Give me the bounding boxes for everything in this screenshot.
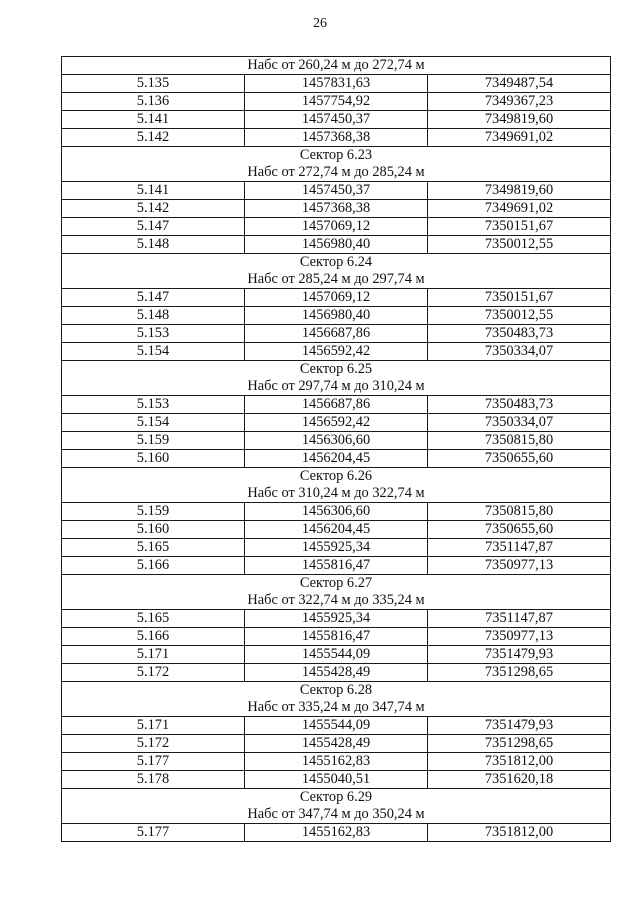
x-coordinate-cell: 1455544,09 [245, 717, 428, 735]
x-coordinate-cell: 1457069,12 [245, 218, 428, 236]
table-row [62, 325, 611, 343]
sector-title-row [62, 682, 611, 700]
sector-title: Сектор 6.25 [62, 361, 611, 379]
x-coordinate-cell: 1456306,60 [245, 432, 428, 450]
table-row [62, 628, 611, 646]
table-row [62, 111, 611, 129]
point-number-cell: 5.172 [62, 664, 245, 682]
table-row [62, 182, 611, 200]
table-row [62, 307, 611, 325]
x-coordinate-cell: 1456687,86 [245, 396, 428, 414]
y-coordinate-cell: 7351147,87 [428, 539, 611, 557]
x-coordinate-cell: 1455544,09 [245, 646, 428, 664]
point-number-cell: 5.166 [62, 557, 245, 575]
sector-title-row [62, 789, 611, 807]
elevation-range-row [62, 485, 611, 503]
x-coordinate-cell: 1455162,83 [245, 824, 428, 842]
elevation-range-row [62, 806, 611, 824]
sector-title: Сектор 6.27 [62, 575, 611, 593]
y-coordinate-cell: 7351620,18 [428, 771, 611, 789]
y-coordinate-cell: 7350655,60 [428, 521, 611, 539]
point-number-cell: 5.177 [62, 753, 245, 771]
y-coordinate-cell: 7350334,07 [428, 343, 611, 361]
y-coordinate-cell: 7351479,93 [428, 646, 611, 664]
table-row [62, 129, 611, 147]
table-row [62, 646, 611, 664]
point-number-cell: 5.154 [62, 343, 245, 361]
table-row [62, 610, 611, 628]
sector-title: Сектор 6.24 [62, 254, 611, 272]
page-number: 26 [313, 16, 327, 31]
point-number-cell: 5.165 [62, 539, 245, 557]
sector-title: Сектор 6.29 [62, 789, 611, 807]
y-coordinate-cell: 7350655,60 [428, 450, 611, 468]
y-coordinate-cell: 7350012,55 [428, 307, 611, 325]
table-row [62, 521, 611, 539]
table-row [62, 75, 611, 93]
point-number-cell: 5.160 [62, 450, 245, 468]
y-coordinate-cell: 7350334,07 [428, 414, 611, 432]
x-coordinate-cell: 1457368,38 [245, 200, 428, 218]
x-coordinate-cell: 1457368,38 [245, 129, 428, 147]
table-row [62, 343, 611, 361]
elevation-range-row [62, 164, 611, 182]
point-number-cell: 5.135 [62, 75, 245, 93]
table-row [62, 236, 611, 254]
table-row [62, 289, 611, 307]
y-coordinate-cell: 7349487,54 [428, 75, 611, 93]
table-row [62, 93, 611, 111]
elevation-range: Набс от 310,24 м до 322,74 м [62, 485, 611, 503]
table-row [62, 557, 611, 575]
table-row [62, 539, 611, 557]
point-number-cell: 5.159 [62, 432, 245, 450]
point-number-cell: 5.171 [62, 717, 245, 735]
point-number-cell: 5.159 [62, 503, 245, 521]
elevation-range: Набс от 347,74 м до 350,24 м [62, 806, 611, 824]
table-row [62, 432, 611, 450]
point-number-cell: 5.136 [62, 93, 245, 111]
point-number-cell: 5.160 [62, 521, 245, 539]
y-coordinate-cell: 7349691,02 [428, 129, 611, 147]
point-number-cell: 5.142 [62, 200, 245, 218]
x-coordinate-cell: 1456204,45 [245, 450, 428, 468]
x-coordinate-cell: 1457754,92 [245, 93, 428, 111]
y-coordinate-cell: 7350151,67 [428, 289, 611, 307]
elevation-range: Набс от 297,74 м до 310,24 м [62, 378, 611, 396]
table-row [62, 414, 611, 432]
x-coordinate-cell: 1456204,45 [245, 521, 428, 539]
table-row [62, 396, 611, 414]
sector-title-row [62, 147, 611, 165]
x-coordinate-cell: 1455162,83 [245, 753, 428, 771]
elevation-range: Набс от 285,24 м до 297,74 м [62, 271, 611, 289]
sector-title-row [62, 575, 611, 593]
sector-title-row [62, 468, 611, 486]
elevation-range-row [62, 57, 611, 75]
y-coordinate-cell: 7350151,67 [428, 218, 611, 236]
y-coordinate-cell: 7351147,87 [428, 610, 611, 628]
x-coordinate-cell: 1456687,86 [245, 325, 428, 343]
y-coordinate-cell: 7351812,00 [428, 824, 611, 842]
table-row [62, 200, 611, 218]
point-number-cell: 5.165 [62, 610, 245, 628]
y-coordinate-cell: 7349819,60 [428, 182, 611, 200]
sector-title: Сектор 6.26 [62, 468, 611, 486]
x-coordinate-cell: 1456980,40 [245, 236, 428, 254]
table-row [62, 218, 611, 236]
point-number-cell: 5.142 [62, 129, 245, 147]
coordinates-table-body [62, 57, 611, 842]
table-row [62, 824, 611, 842]
x-coordinate-cell: 1455925,34 [245, 610, 428, 628]
y-coordinate-cell: 7351479,93 [428, 717, 611, 735]
point-number-cell: 5.153 [62, 396, 245, 414]
elevation-range-row [62, 378, 611, 396]
x-coordinate-cell: 1456306,60 [245, 503, 428, 521]
table-row [62, 717, 611, 735]
x-coordinate-cell: 1455428,49 [245, 664, 428, 682]
x-coordinate-cell: 1456980,40 [245, 307, 428, 325]
table-row [62, 753, 611, 771]
y-coordinate-cell: 7350483,73 [428, 396, 611, 414]
x-coordinate-cell: 1455925,34 [245, 539, 428, 557]
table-row [62, 735, 611, 753]
table-row [62, 664, 611, 682]
elevation-range: Набс от 335,24 м до 347,74 м [62, 699, 611, 717]
elevation-range-row [62, 699, 611, 717]
y-coordinate-cell: 7350977,13 [428, 557, 611, 575]
y-coordinate-cell: 7350012,55 [428, 236, 611, 254]
elevation-range-row [62, 271, 611, 289]
x-coordinate-cell: 1456592,42 [245, 343, 428, 361]
coordinates-table [61, 56, 611, 842]
y-coordinate-cell: 7351812,00 [428, 753, 611, 771]
y-coordinate-cell: 7349819,60 [428, 111, 611, 129]
y-coordinate-cell: 7350815,80 [428, 432, 611, 450]
y-coordinate-cell: 7351298,65 [428, 735, 611, 753]
x-coordinate-cell: 1455816,47 [245, 557, 428, 575]
elevation-range-row [62, 592, 611, 610]
sector-title-row [62, 254, 611, 272]
x-coordinate-cell: 1457831,63 [245, 75, 428, 93]
y-coordinate-cell: 7350483,73 [428, 325, 611, 343]
table-row [62, 771, 611, 789]
point-number-cell: 5.148 [62, 307, 245, 325]
y-coordinate-cell: 7349691,02 [428, 200, 611, 218]
sector-title: Сектор 6.28 [62, 682, 611, 700]
point-number-cell: 5.148 [62, 236, 245, 254]
sector-title: Сектор 6.23 [62, 147, 611, 165]
y-coordinate-cell: 7349367,23 [428, 93, 611, 111]
y-coordinate-cell: 7350977,13 [428, 628, 611, 646]
table-row [62, 450, 611, 468]
point-number-cell: 5.141 [62, 111, 245, 129]
point-number-cell: 5.153 [62, 325, 245, 343]
point-number-cell: 5.166 [62, 628, 245, 646]
x-coordinate-cell: 1455816,47 [245, 628, 428, 646]
x-coordinate-cell: 1455428,49 [245, 735, 428, 753]
point-number-cell: 5.154 [62, 414, 245, 432]
y-coordinate-cell: 7351298,65 [428, 664, 611, 682]
point-number-cell: 5.141 [62, 182, 245, 200]
sector-title-row [62, 361, 611, 379]
x-coordinate-cell: 1455040,51 [245, 771, 428, 789]
x-coordinate-cell: 1457450,37 [245, 111, 428, 129]
x-coordinate-cell: 1457069,12 [245, 289, 428, 307]
point-number-cell: 5.178 [62, 771, 245, 789]
point-number-cell: 5.147 [62, 289, 245, 307]
point-number-cell: 5.172 [62, 735, 245, 753]
x-coordinate-cell: 1456592,42 [245, 414, 428, 432]
x-coordinate-cell: 1457450,37 [245, 182, 428, 200]
elevation-range: Набс от 260,24 м до 272,74 м [62, 57, 611, 75]
elevation-range: Набс от 322,74 м до 335,24 м [62, 592, 611, 610]
table-row [62, 503, 611, 521]
point-number-cell: 5.147 [62, 218, 245, 236]
y-coordinate-cell: 7350815,80 [428, 503, 611, 521]
elevation-range: Набс от 272,74 м до 285,24 м [62, 164, 611, 182]
point-number-cell: 5.171 [62, 646, 245, 664]
point-number-cell: 5.177 [62, 824, 245, 842]
